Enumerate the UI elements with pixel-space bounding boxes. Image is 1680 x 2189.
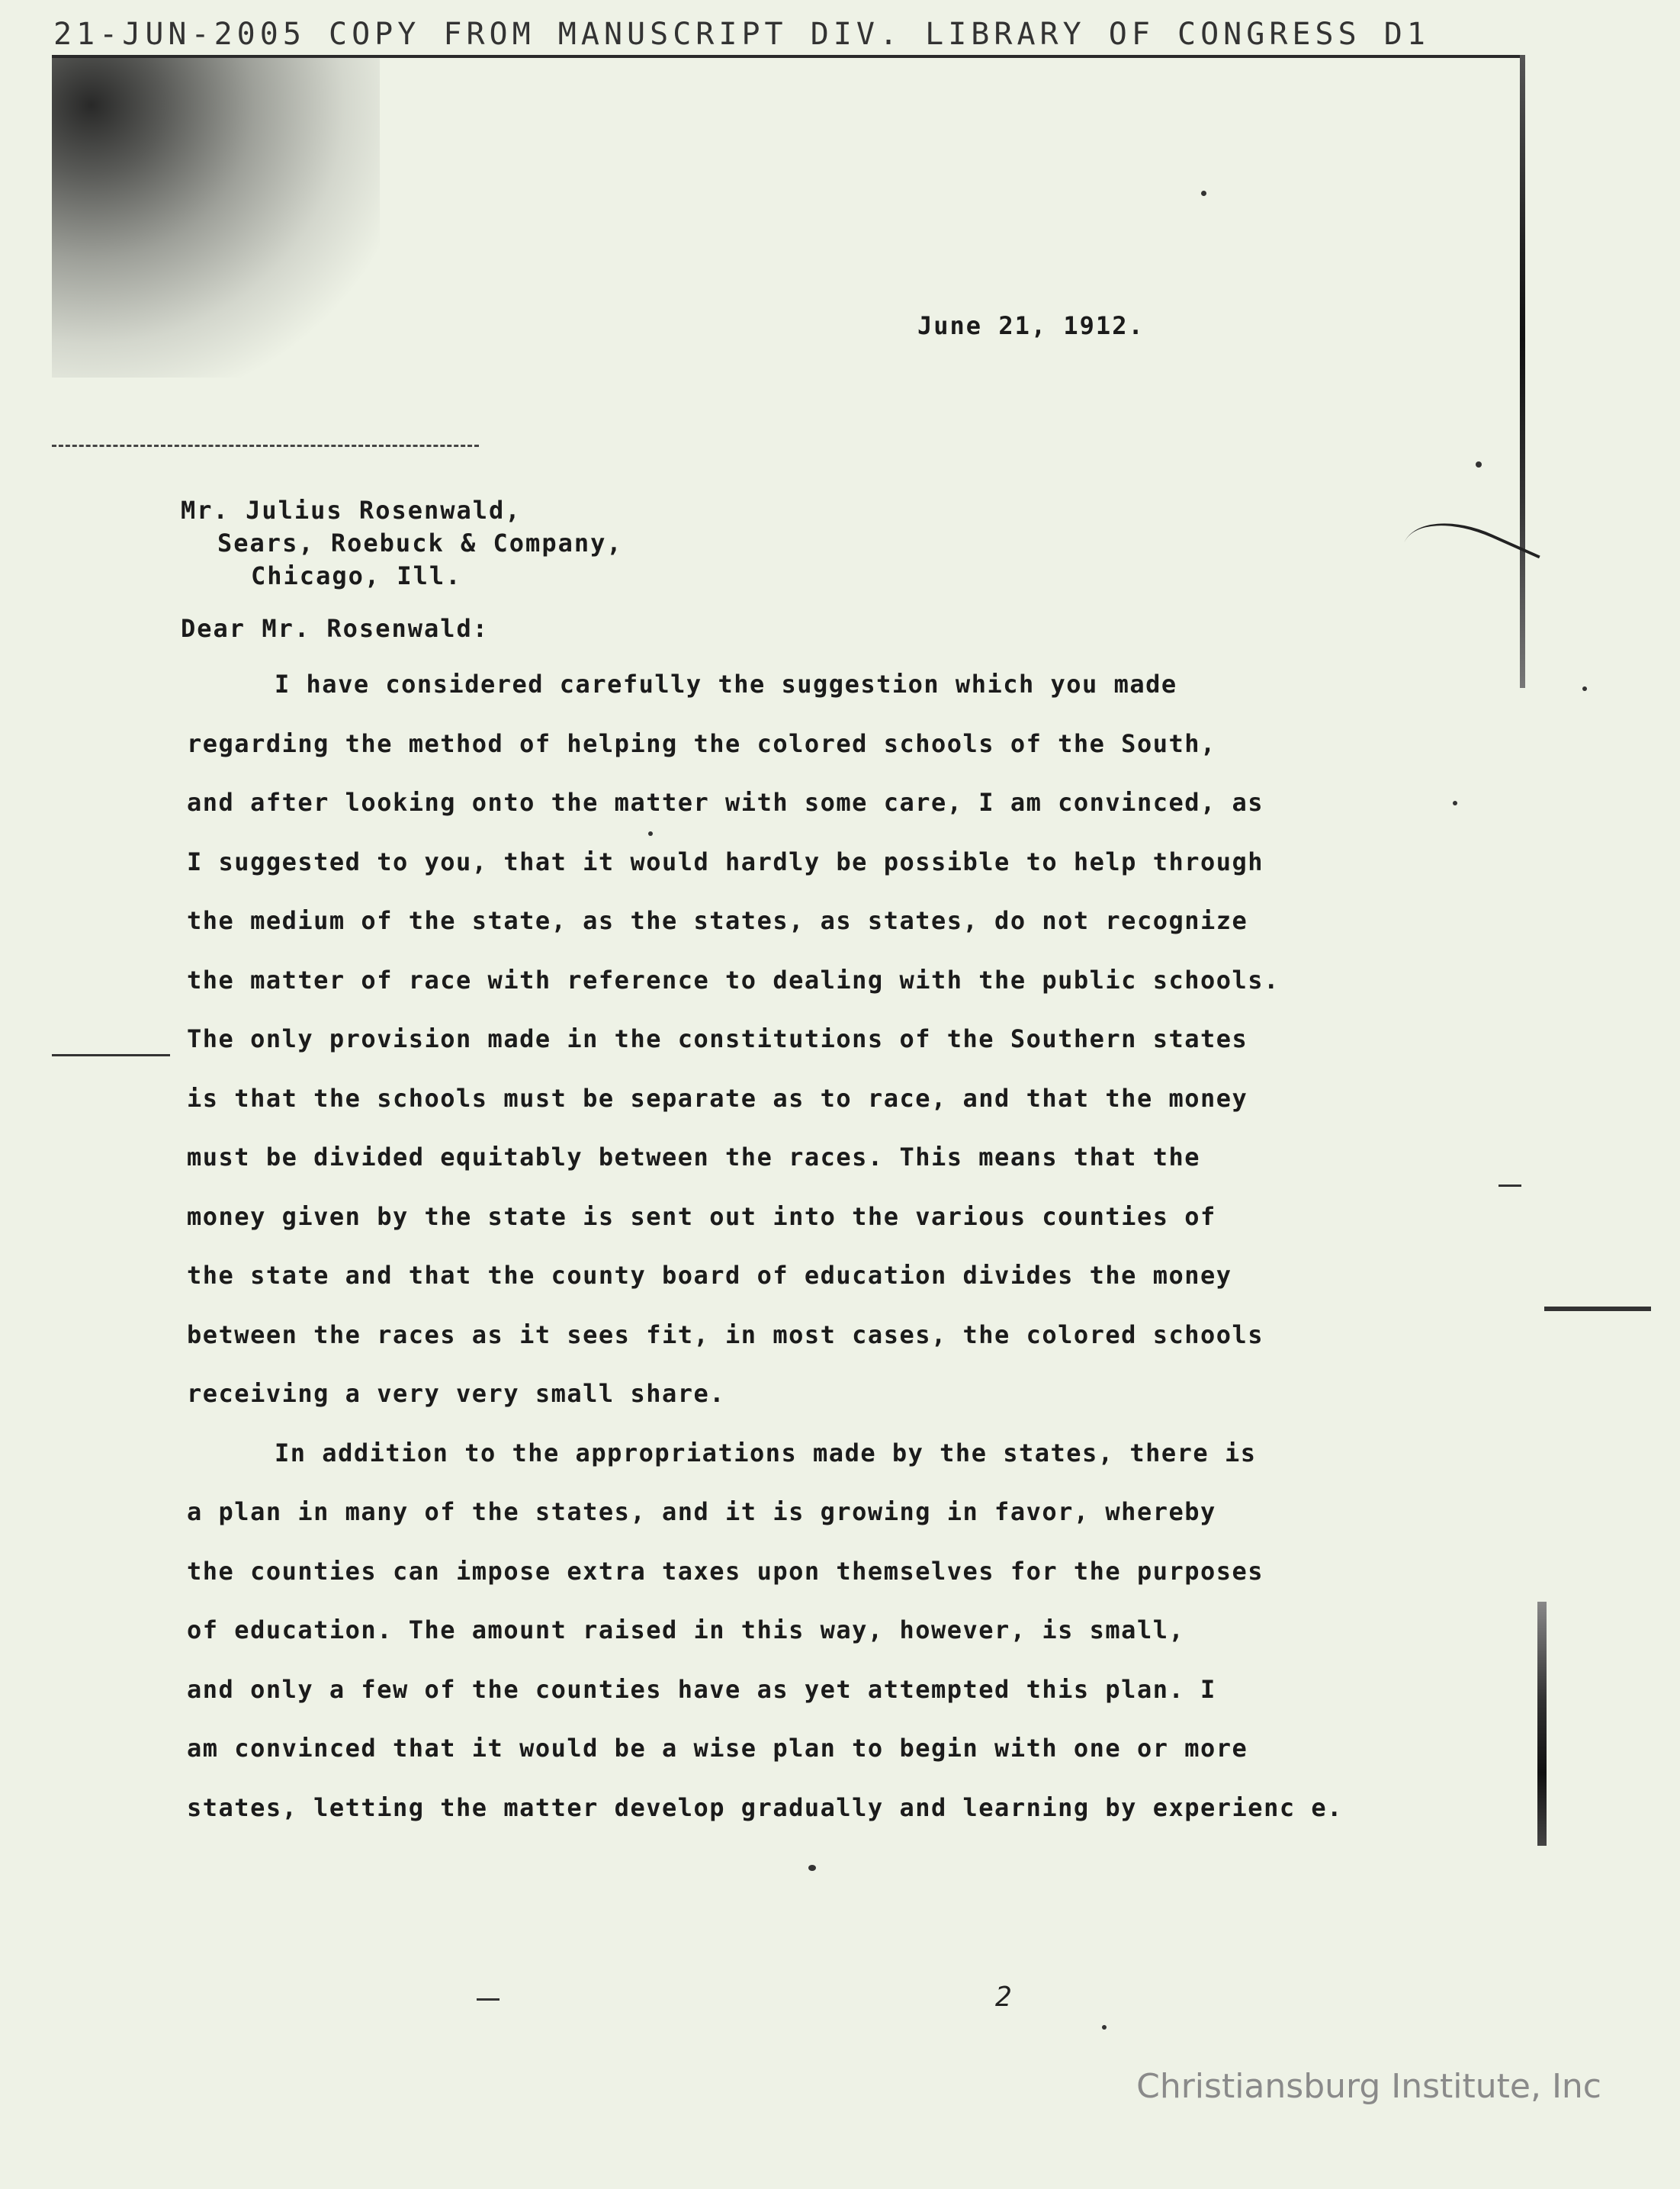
speck bbox=[1201, 191, 1206, 196]
body-line: am convinced that it would be a wise plan to begin with one or more bbox=[187, 1734, 1248, 1763]
address-line: Sears, Roebuck & Company, bbox=[217, 529, 623, 558]
speck bbox=[1102, 2025, 1107, 2030]
margin-dash bbox=[52, 1054, 170, 1056]
body-line: money given by the state is sent out into the various counties of bbox=[187, 1201, 1216, 1231]
recipient-address bbox=[181, 494, 623, 593]
body-line: the counties can impose extra taxes upon themselves for the purposes bbox=[187, 1556, 1264, 1586]
body-line: regarding the method of helping the colored schools of the South, bbox=[187, 728, 1216, 758]
speck bbox=[1476, 461, 1482, 468]
margin-dash bbox=[477, 1998, 500, 2001]
body-line: of education. The amount raised in this way, however, is small, bbox=[187, 1615, 1185, 1644]
right-margin-bar-lower bbox=[1537, 1602, 1547, 1846]
page-number: 2 bbox=[995, 1982, 1012, 2013]
margin-dash bbox=[1499, 1185, 1521, 1187]
margin-dash bbox=[1544, 1307, 1651, 1311]
bracket-mark bbox=[1393, 503, 1540, 621]
speck bbox=[1582, 686, 1587, 691]
corner-smudge bbox=[52, 57, 380, 378]
body-line: a plan in many of the states, and it is growing in favor, whereby bbox=[187, 1497, 1216, 1526]
archive-header-stamp: 21-JUN-2005 COPY FROM MANUSCRIPT DIV. LIBRARY OF CONGRESS D1 bbox=[53, 17, 1430, 52]
address-line: Chicago, Ill. bbox=[251, 561, 462, 590]
speck bbox=[808, 1865, 816, 1871]
salutation: Dear Mr. Rosenwald: bbox=[181, 614, 490, 643]
dotted-rule bbox=[52, 445, 479, 447]
body-line: the medium of the state, as the states, as states, do not recognize bbox=[187, 906, 1248, 935]
letter-date: June 21, 1912. bbox=[917, 311, 1145, 340]
body-line: the matter of race with reference to dealing with the public schools. bbox=[187, 965, 1280, 995]
body-line: the state and that the county board of education divides the money bbox=[187, 1261, 1232, 1290]
body-line: is that the schools must be separate as to race, and that the money bbox=[187, 1083, 1248, 1113]
watermark: Christiansburg Institute, Inc bbox=[1136, 2067, 1601, 2106]
letter-body bbox=[187, 665, 1483, 1847]
body-line: must be divided equitably between the races. This means that the bbox=[187, 1143, 1200, 1172]
body-line: and only a few of the counties have as yet attempted this plan. I bbox=[187, 1674, 1216, 1704]
body-line: states, letting the matter develop gradually and learning by experienc e. bbox=[187, 1792, 1343, 1822]
body-line: I suggested to you, that it would hardly be possible to help through bbox=[187, 847, 1264, 876]
body-line: receiving a very very small share. bbox=[187, 1379, 726, 1408]
address-line: Mr. Julius Rosenwald, bbox=[181, 496, 522, 525]
body-line: I have considered carefully the suggestion which you made bbox=[275, 670, 1177, 699]
body-line: between the races as it sees fit, in most cases, the colored schools bbox=[187, 1320, 1264, 1349]
body-line: The only provision made in the constitutions of the Southern states bbox=[187, 1024, 1248, 1053]
body-line: and after looking onto the matter with some care, I am convinced, as bbox=[187, 788, 1264, 817]
body-line: In addition to the appropriations made by the states, there is bbox=[275, 1438, 1257, 1467]
